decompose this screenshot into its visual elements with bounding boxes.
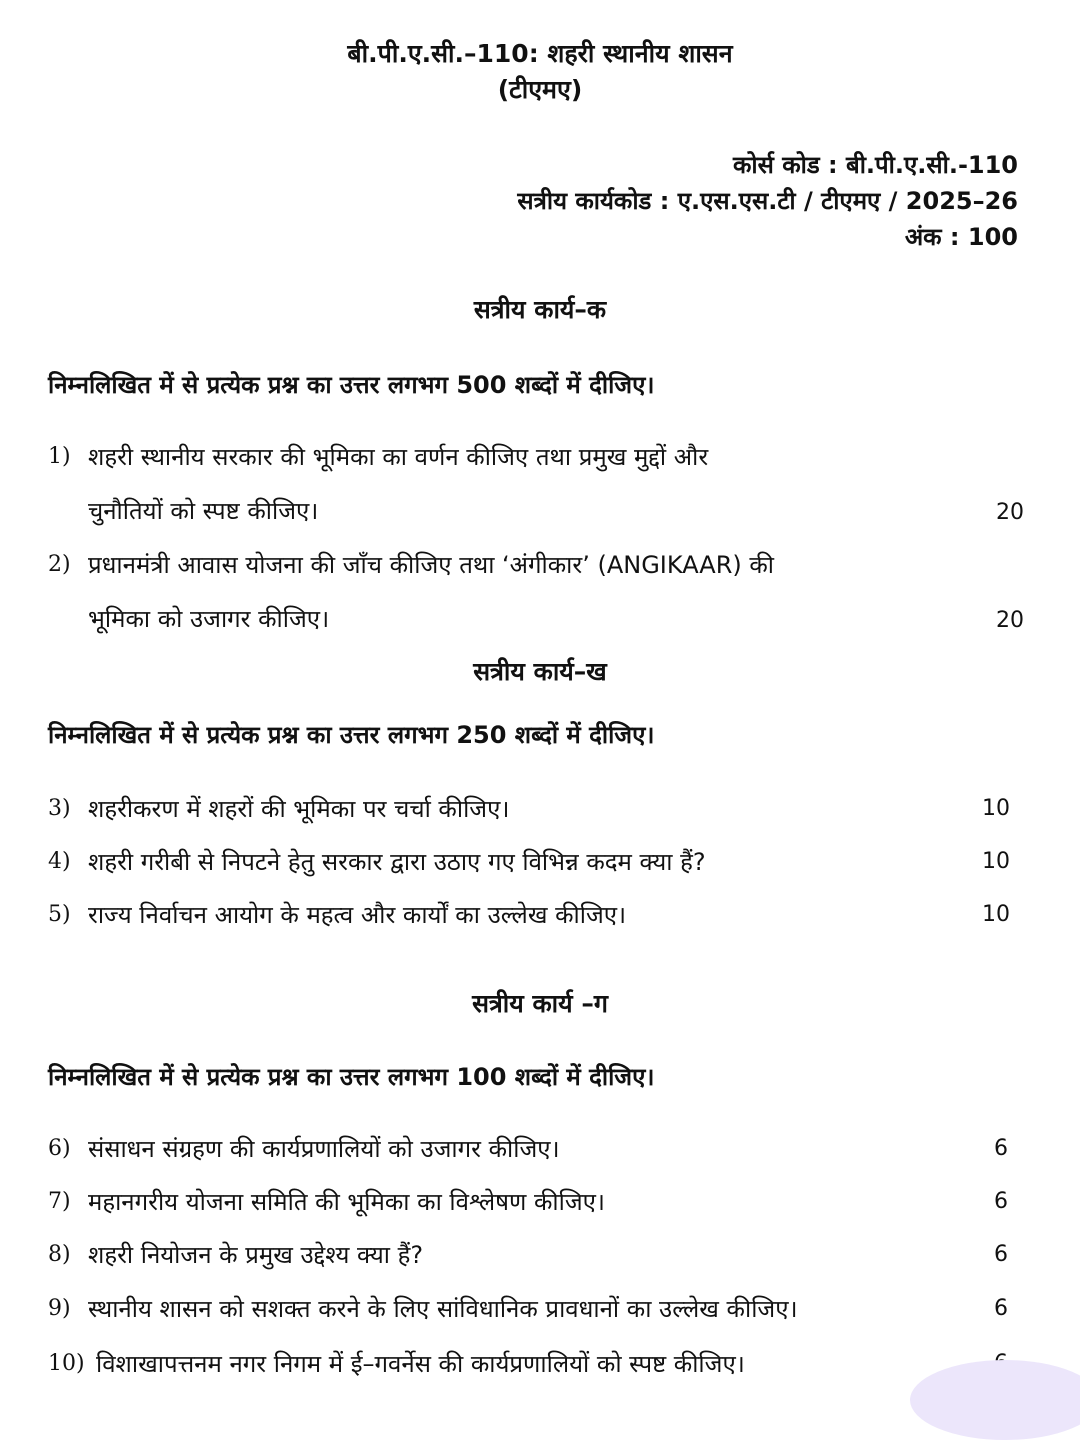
question-text: प्रधानमंत्री आवास योजना की जाँच कीजिए तथा ‘अंगीकार’ (ANGIKAAR) की (88, 551, 775, 579)
question-number: 5) (48, 902, 71, 927)
question-text: शहरी गरीबी से निपटने हेतु सरकार द्वारा उठाए गए विभिन्न कदम क्या हैं? (88, 848, 706, 876)
question-number: 7) (48, 1189, 71, 1214)
section-instruction-b: निम्नलिखित में से प्रत्येक प्रश्न का उत्तर लगभग 250 शब्दों में दीजिए। (48, 721, 655, 749)
question-text: स्थानीय शासन को सशक्त करने के लिए सांविधानिक प्रावधानों का उल्लेख कीजिए। (88, 1295, 798, 1323)
question-number: 2) (48, 552, 71, 577)
question-marks: 6 (994, 1242, 1008, 1267)
document-subtitle: (टीएमए) (497, 75, 583, 104)
question-number: 4) (48, 849, 71, 874)
question-number: 6) (48, 1136, 71, 1161)
document-title: बी.पी.ए.सी.–110: शहरी स्थानीय शासन (347, 39, 733, 68)
total-marks: अंक : 100 (904, 223, 1018, 251)
question-text: विशाखापत्तनम नगर निगम में ई–गवर्नेस की कार्यप्रणालियों को स्पष्ट कीजिए। (96, 1350, 745, 1378)
question-number: 3) (48, 796, 71, 821)
question-number: 1) (48, 444, 71, 469)
question-number: 10) (48, 1351, 85, 1376)
floating-overlay-shape (910, 1360, 1080, 1440)
section-instruction-a: निम्नलिखित में से प्रत्येक प्रश्न का उत्तर लगभग 500 शब्दों में दीजिए। (48, 371, 655, 399)
question-text: शहरीकरण में शहरों की भूमिका पर चर्चा कीजिए। (88, 795, 510, 823)
section-instruction-c: निम्नलिखित में से प्रत्येक प्रश्न का उत्तर लगभग 100 शब्दों में दीजिए। (48, 1063, 655, 1091)
question-marks: 20 (996, 608, 1024, 633)
section-heading-a: सत्रीय कार्य–क (473, 295, 607, 324)
question-text: राज्य निर्वाचन आयोग के महत्व और कार्यों का उल्लेख कीजिए। (88, 901, 627, 929)
question-marks: 20 (996, 500, 1024, 525)
question-text: शहरी नियोजन के प्रमुख उद्देश्य क्या हैं? (88, 1241, 424, 1269)
question-text-continued: भूमिका को उजागर कीजिए। (88, 605, 330, 633)
question-marks: 10 (982, 849, 1010, 874)
question-number: 9) (48, 1296, 71, 1321)
question-text-continued: चुनौतियों को स्पष्ट कीजिए। (88, 497, 319, 525)
question-marks: 6 (994, 1296, 1008, 1321)
question-text: संसाधन संग्रहण की कार्यप्रणालियों को उजागर कीजिए। (88, 1135, 560, 1163)
question-text: शहरी स्थानीय सरकार की भूमिका का वर्णन कीजिए तथा प्रमुख मुद्दों और (88, 443, 709, 471)
assignment-code: सत्रीय कार्यकोड : ए.एस.एस.टी / टीएमए / 2025–26 (517, 187, 1018, 215)
question-marks: 10 (982, 796, 1010, 821)
section-heading-b: सत्रीय कार्य–ख (473, 657, 607, 686)
section-heading-c: सत्रीय कार्य –ग (472, 989, 608, 1018)
course-code: कोर्स कोड : बी.पी.ए.सी.-110 (732, 151, 1018, 179)
question-number: 8) (48, 1242, 71, 1267)
question-marks: 6 (994, 1189, 1008, 1214)
question-marks: 6 (994, 1136, 1008, 1161)
question-marks: 10 (982, 902, 1010, 927)
question-text: महानगरीय योजना समिति की भूमिका का विश्लेषण कीजिए। (88, 1188, 606, 1216)
